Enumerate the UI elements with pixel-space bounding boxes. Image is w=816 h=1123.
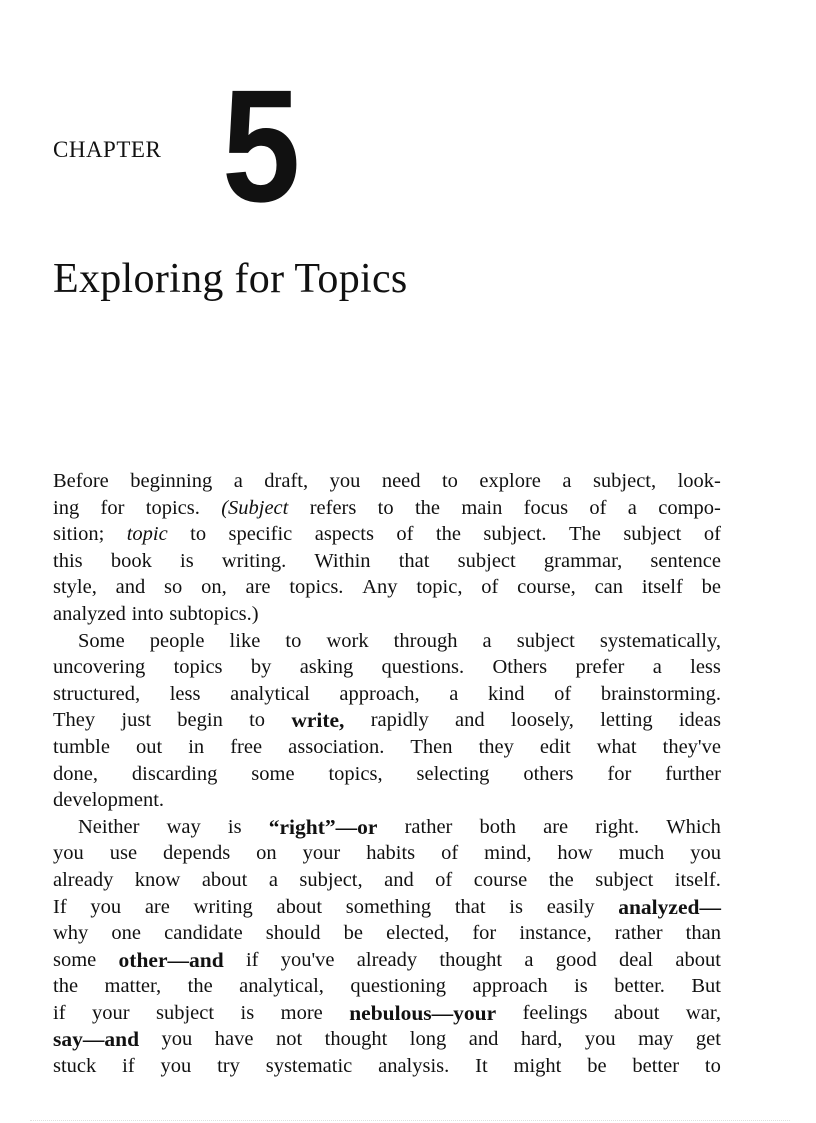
word: a [268,868,278,891]
word: a [524,948,534,971]
word: of [396,523,414,546]
word: more [280,1001,323,1024]
word: questions. [381,656,465,679]
word: nebulous—your [349,1000,497,1025]
word: are [543,815,569,838]
chapter-label: CHAPTER [53,137,162,162]
word: need [381,470,421,492]
word: to [249,709,266,732]
word: subject [155,1001,215,1024]
word: you've [280,948,335,971]
word: a [652,656,662,679]
word: less [690,656,721,679]
word: sition; [53,523,105,546]
word: subject, [299,868,363,891]
word: The [569,523,601,546]
word: rapidly [370,709,429,732]
word: something [345,895,432,918]
text-line [53,894,721,921]
word: focus [523,496,569,519]
word: topic [126,523,168,546]
word: better. [614,975,665,998]
text-line [53,1000,721,1027]
word: others [523,762,574,785]
word: that [454,895,486,918]
word: know [134,868,181,891]
word: might [513,1055,562,1078]
word: of [441,842,459,865]
word: Then [410,735,453,758]
word: writing [193,895,253,918]
word: get [695,1028,721,1051]
word: Neither [78,815,140,838]
word: you [329,470,361,492]
word: about [201,868,248,891]
word: Before [53,470,109,492]
word: analytical, [239,975,324,998]
word: is [574,975,588,998]
word: questioning [350,975,447,998]
word: the [187,975,213,998]
word: that [398,549,430,572]
word: to [377,496,394,519]
word: subject [623,523,682,546]
text-line [53,1053,721,1080]
word: about [613,1001,660,1024]
word: main [461,496,503,519]
word: course, [517,576,576,599]
word: for [607,762,632,785]
word: sentence [650,549,721,572]
word: right. [595,815,640,838]
word: be [343,922,363,945]
word: out [135,735,163,758]
word: beginning [130,470,213,492]
word: begin [177,709,223,732]
word: discarding [131,762,218,785]
word: you [690,842,721,865]
word: about [675,948,721,971]
word: like [229,629,261,652]
word: structured, [53,682,141,705]
page-bottom-rule [30,1120,790,1121]
word: a [482,629,492,652]
text-line [53,787,721,814]
word: good [555,948,597,971]
chapter-title: Exploring for Topics [53,256,408,302]
text-line [53,495,721,522]
word: draft, [264,470,309,492]
word: kind [488,682,525,705]
word: on [256,842,277,865]
word: subject, [592,470,657,492]
word: itself [641,576,683,599]
word: if [53,1001,66,1024]
word: they [478,735,514,758]
word: itself. [674,868,721,891]
word: what [596,735,637,758]
word: may [638,1028,674,1051]
word: edit [539,735,571,758]
word: use [109,842,138,865]
word: topics, [328,762,383,785]
word: into [131,602,164,625]
word: tumble [53,735,110,758]
word: analyzed [53,602,126,625]
word: your [91,1001,130,1024]
word: through [393,629,458,652]
text-line [53,1026,721,1053]
word: subject [516,629,575,652]
text-line [53,973,721,1000]
word: subject. [483,523,547,546]
text-line [53,814,721,841]
word: brainstorming. [600,682,721,705]
word: are [144,895,170,918]
text-line [53,468,721,495]
word: have [214,1028,254,1051]
word: of [589,496,607,519]
word: Any [362,576,398,599]
word: refers [309,496,357,519]
word: thought [324,1028,388,1051]
word: the [435,523,461,546]
word: elected, [386,922,450,945]
word: If [53,895,67,918]
word: and [468,1028,499,1051]
word: one [111,922,142,945]
word: hard, [520,1028,563,1051]
word: and [455,709,485,732]
word: the [548,868,574,891]
word: say—and [53,1027,140,1052]
word: Others [492,656,548,679]
word: analyzed— [618,894,721,919]
word: Some [78,629,125,652]
word: thought [439,948,503,971]
word: is [240,1001,255,1024]
text-line [53,654,721,681]
word: you [160,1055,192,1078]
word: subject [595,868,654,891]
text-line [53,840,721,867]
word: letting [600,709,653,732]
word: book [110,549,152,572]
word: just [121,709,152,732]
word: how [557,842,593,865]
word: people [149,629,205,652]
word: of [703,523,721,546]
word: specific [228,523,293,546]
word: rather [404,815,453,838]
word: to [704,1055,721,1078]
word: association. [288,735,385,758]
word: war, [685,1001,721,1024]
word: work [326,629,369,652]
word: be [701,576,721,599]
word: systematically, [599,629,721,652]
word: and [384,868,414,891]
word: not [275,1028,303,1051]
word: way [166,815,201,838]
word: why [53,922,89,945]
text-line [53,920,721,947]
word: the [53,975,79,998]
text-line [53,601,721,628]
word: explore [479,470,541,492]
word: try [217,1055,240,1078]
word: about [276,895,323,918]
word: look- [677,470,721,492]
word: less [169,682,201,705]
word: topics [173,656,223,679]
word: than [685,922,721,945]
body-text [53,468,721,1080]
text-line [53,947,721,974]
word: depends [163,842,231,865]
text-line [53,867,721,894]
word: is [180,549,194,572]
text-line [53,521,721,548]
word: you [53,842,84,865]
word: stuck [53,1055,97,1078]
word: topics. [145,496,200,519]
word: topics. [289,576,344,599]
word: compo- [658,496,721,519]
word: be [587,1055,607,1078]
word: already [53,868,114,891]
word: topic, [416,576,463,599]
word: ing [53,496,80,519]
word: course [473,868,528,891]
word: this [53,549,83,572]
word: grammar, [543,549,623,572]
word: rather [614,922,663,945]
word: you [584,1028,616,1051]
word: approach, [339,682,420,705]
word: should [265,922,321,945]
word: much [618,842,665,865]
word: of [435,868,453,891]
word: instance, [519,922,592,945]
word: development. [53,789,165,812]
text-line [53,734,721,761]
word: aspects [314,523,374,546]
word: if [122,1055,135,1078]
word: in [188,735,205,758]
word: feelings [522,1001,588,1024]
word: systematic [265,1055,353,1078]
word: Within [314,549,371,572]
word: a [233,470,243,492]
word: approach [472,975,548,998]
word: “right”—or [268,814,378,839]
text-line [53,548,721,575]
word: habits [366,842,416,865]
word: so [164,576,183,599]
word: to [441,470,458,492]
word: is [509,895,523,918]
word: But [691,975,721,998]
word: (Subject [221,496,289,519]
word: by [250,656,272,679]
word: easily [546,895,595,918]
chapter-number: 5 [222,56,301,235]
word: subtopics.) [169,602,259,625]
word: to [285,629,302,652]
word: selecting [416,762,490,785]
word: if [245,948,259,971]
text-line [53,761,721,788]
word: some [53,948,97,971]
word: both [479,815,516,838]
word: are [245,576,271,599]
word: can [594,576,624,599]
word: write, [291,708,345,733]
word: a [449,682,459,705]
word: deal [618,948,654,971]
word: the [414,496,440,519]
word: style, [53,576,97,599]
word: uncovering [53,656,146,679]
word: analysis. [378,1055,450,1078]
word: further [665,762,721,785]
word: analytical [230,682,310,705]
word: better [632,1055,680,1078]
word: candidate [164,922,243,945]
word: other—and [118,947,224,972]
word: asking [299,656,354,679]
text-line [53,681,721,708]
word: you [161,1028,193,1051]
word: of [481,576,499,599]
word: of [554,682,572,705]
text-line [53,574,721,601]
word: mind, [484,842,532,865]
word: subject [457,549,516,572]
word: writing. [221,549,287,572]
word: prefer [575,656,625,679]
word: on, [201,576,227,599]
word: your [302,842,341,865]
word: for [100,496,125,519]
word: Which [666,815,721,838]
word: you [90,895,122,918]
word: ideas [678,709,721,732]
word: long [409,1028,447,1051]
word: a [562,470,572,492]
word: for [472,922,497,945]
word: and [115,576,146,599]
word: free [230,735,263,758]
word: It [475,1055,488,1078]
word: loosely, [510,709,574,732]
word: they've [662,735,721,758]
word: some [251,762,295,785]
word: a [627,496,637,519]
word: is [227,815,242,838]
word: done, [53,762,98,785]
word: to [190,523,207,546]
text-line [53,707,721,734]
text-line [53,628,721,655]
word: matter, [104,975,162,998]
word: They [53,709,96,732]
word: already [356,948,418,971]
